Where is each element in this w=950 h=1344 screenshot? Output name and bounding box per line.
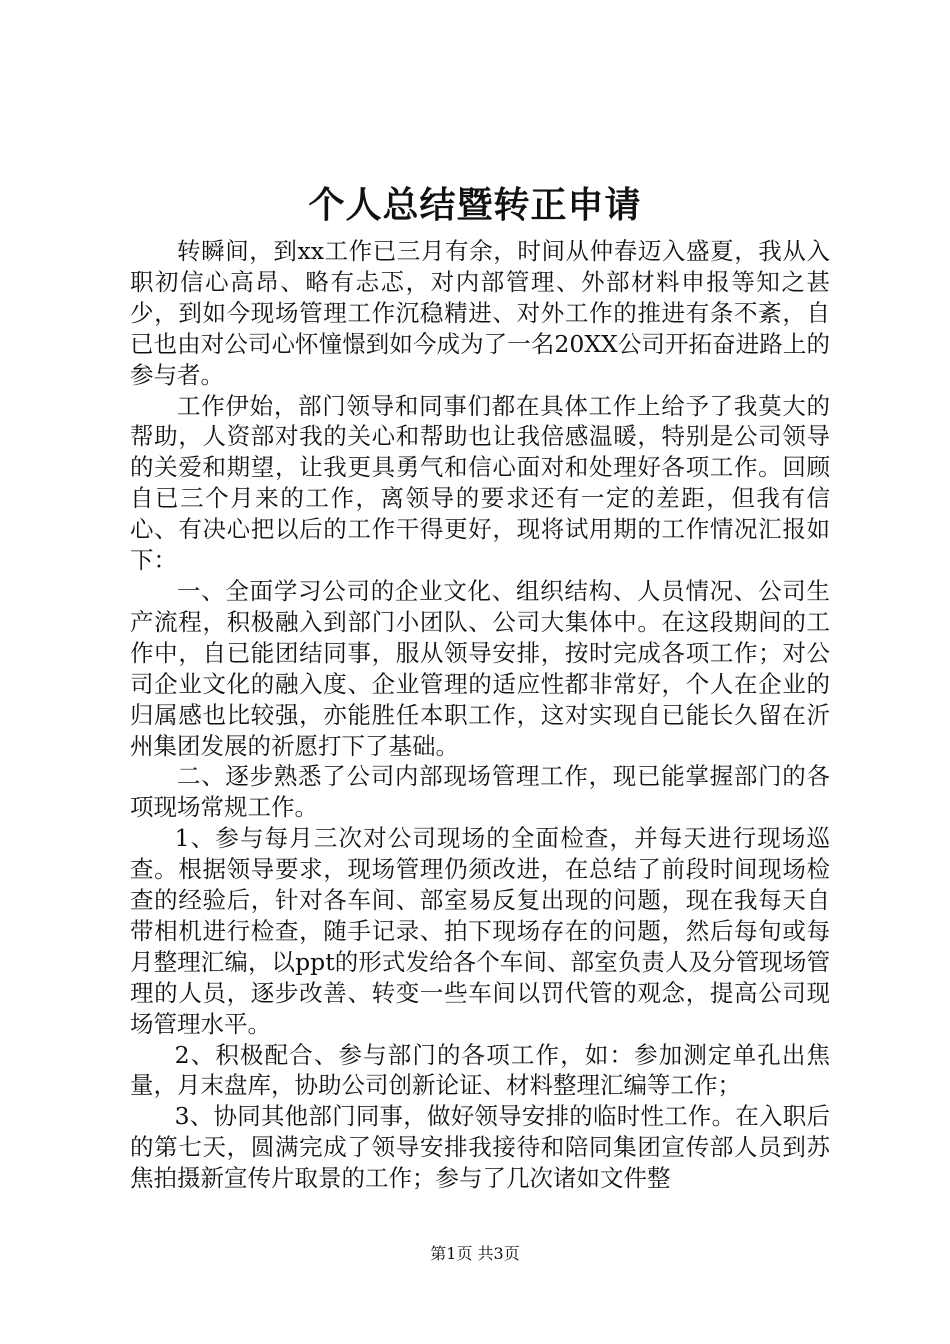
paragraph-intro: 转瞬间，到xx工作已三月有余，时间从仲春迈入盛夏，我从入职初信心高昂、略有忐忑，对内部管理、外部材料申报等知之甚少，到如今现场管理工作沉稳精进、对外工作的推进有条不紊，自已也由对公司心怀憧憬到如今成为了一名20XX公司开拓奋进路上的参与者。	[130, 237, 830, 389]
page-number-footer: 第1页 共3页	[430, 1244, 520, 1263]
paragraph-section-one: 一、全面学习公司的企业文化、组织结构、人员情况、公司生产流程，积极融入到部门小团队、公司大集体中。在这段期间的工作中，自已能团结同事，服从领导安排，按时完成各项工作；对公司企业文化的融入度、企业管理的适应性都非常好，个人在企业的归属感也比较强，亦能胜任本职工作，这对实现自已能长久留在沂州集团发展的祈愿打下了基础。	[130, 576, 830, 760]
paragraph-item-3: 3、协同其他部门同事，做好领导安排的临时性工作。在入职后的第七天，圆满完成了领导安排我接待和陪同集团宣传部人员到苏焦拍摄新宣传片取景的工作；参与了几次诸如文件整	[130, 1102, 830, 1193]
paragraph-section-two: 二、逐步熟悉了公司内部现场管理工作，现已能掌握部门的各项现场常规工作。	[130, 762, 830, 822]
paragraph-item-2: 2、积极配合、参与部门的各项工作，如：参加测定单孔出焦量，月末盘库，协助公司创新论证、材料整理汇编等工作；	[130, 1040, 830, 1100]
paragraph-overview: 工作伊始，部门领导和同事们都在具体工作上给予了我莫大的帮助，人资部对我的关心和帮助也让我倍感温暖，特别是公司领导的关爱和期望，让我更具勇气和信心面对和处理好各项工作。回顾自已三个月来的工作，离领导的要求还有一定的差距，但我有信心、有决心把以后的工作干得更好，现将试用期的工作情况汇报如下：	[130, 391, 830, 575]
document-title: 个人总结暨转正申请	[308, 184, 642, 226]
paragraph-item-1: 1、参与每月三次对公司现场的全面检查，并每天进行现场巡查。根据领导要求，现场管理仍须改进，在总结了前段时间现场检查的经验后，针对各车间、部室易反复出现的问题，现在我每天自带相机进行检查，随手记录、拍下现场存在的问题，然后每旬或每月整理汇编，以ppt的形式发给各个车间、部室负责人及分管现场管理的人员，逐步改善、转变一些车间以罚代管的观念，提高公司现场管理水平。	[130, 824, 830, 1038]
document-body	[130, 236, 830, 1194]
